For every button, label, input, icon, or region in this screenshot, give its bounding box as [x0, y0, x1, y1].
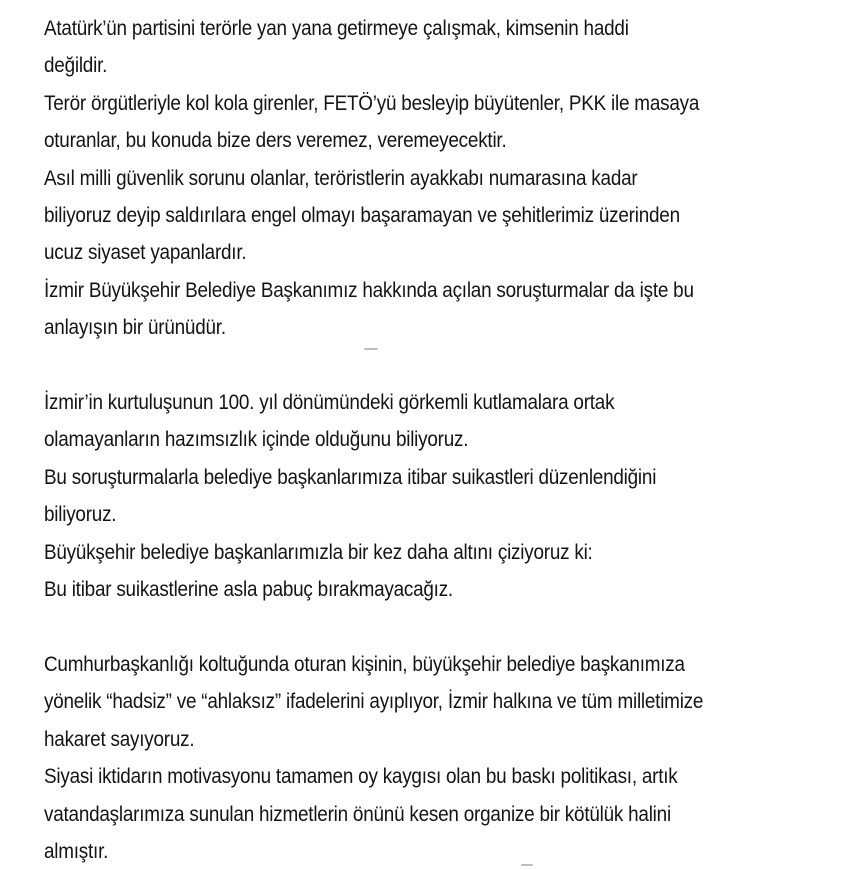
text-line: Cumhurbaşkanlığı koltuğunda oturan kişinin, büyükşehir belediye başkanımıza [44, 652, 685, 676]
text-line: Atatürk’ün partisini terörle yan yana getirmeye çalışmak, kimsenin haddi [44, 17, 629, 40]
text-line: Bu soruşturmalarla belediye başkanlarımıza itibar suikastleri düzenlendiğini [44, 465, 657, 489]
text-line: değildir. [44, 54, 108, 78]
compression-artifact-mark [521, 864, 533, 866]
text-line: Terör örgütleriyle kol kola girenler, FETÖ’yü besleyip büyütenler, PKK ile masaya [44, 91, 700, 115]
text-line: olamayanların hazımsızlık içinde olduğunu biliyoruz. [44, 428, 469, 452]
text-line: hakaret sayıyoruz. [44, 727, 195, 751]
text-line: Bu itibar suikastlerine asla pabuç bırakmayacağız. [44, 578, 453, 602]
text-line: ucuz siyaset yapanlardır. [44, 241, 247, 265]
text-line: Asıl milli güvenlik sorunu olanlar, teröristlerin ayakkabı numarasına kadar [44, 166, 638, 190]
paragraph-3 [44, 646, 760, 870]
text-line: vatandaşlarımıza sunulan hizmetlerin önünü kesen organize bir kötülük halini [44, 802, 671, 826]
paragraph-2 [44, 384, 760, 608]
text-line: almıştır. [44, 839, 109, 863]
statement-document [44, 10, 760, 870]
text-line: oturanlar, bu konuda bize ders veremez, veremeyecektir. [44, 129, 507, 153]
paragraph-1 [44, 10, 760, 347]
text-line: yönelik “hadsiz” ve “ahlaksız” ifadelerini ayıplıyor, İzmir halkına ve tüm milletimize [44, 690, 704, 714]
text-line: İzmir Büyükşehir Belediye Başkanımız hakkında açılan soruşturmalar da işte bu [44, 278, 694, 302]
compression-artifact-mark [364, 348, 378, 350]
text-line: Büyükşehir belediye başkanlarımızla bir kez daha altını çiziyoruz ki: [44, 540, 593, 564]
text-line: anlayışın bir ürünüdür. [44, 316, 226, 340]
text-line: biliyoruz. [44, 503, 117, 527]
text-line: Siyasi iktidarın motivasyonu tamamen oy kaygısı olan bu baskı politikası, artık [44, 765, 678, 789]
text-line: İzmir’in kurtuluşunun 100. yıl dönümündeki görkemli kutlamalara ortak [44, 391, 615, 415]
text-line: biliyoruz deyip saldırılara engel olmayı başaramayan ve şehitlerimiz üzerinden [44, 204, 680, 228]
